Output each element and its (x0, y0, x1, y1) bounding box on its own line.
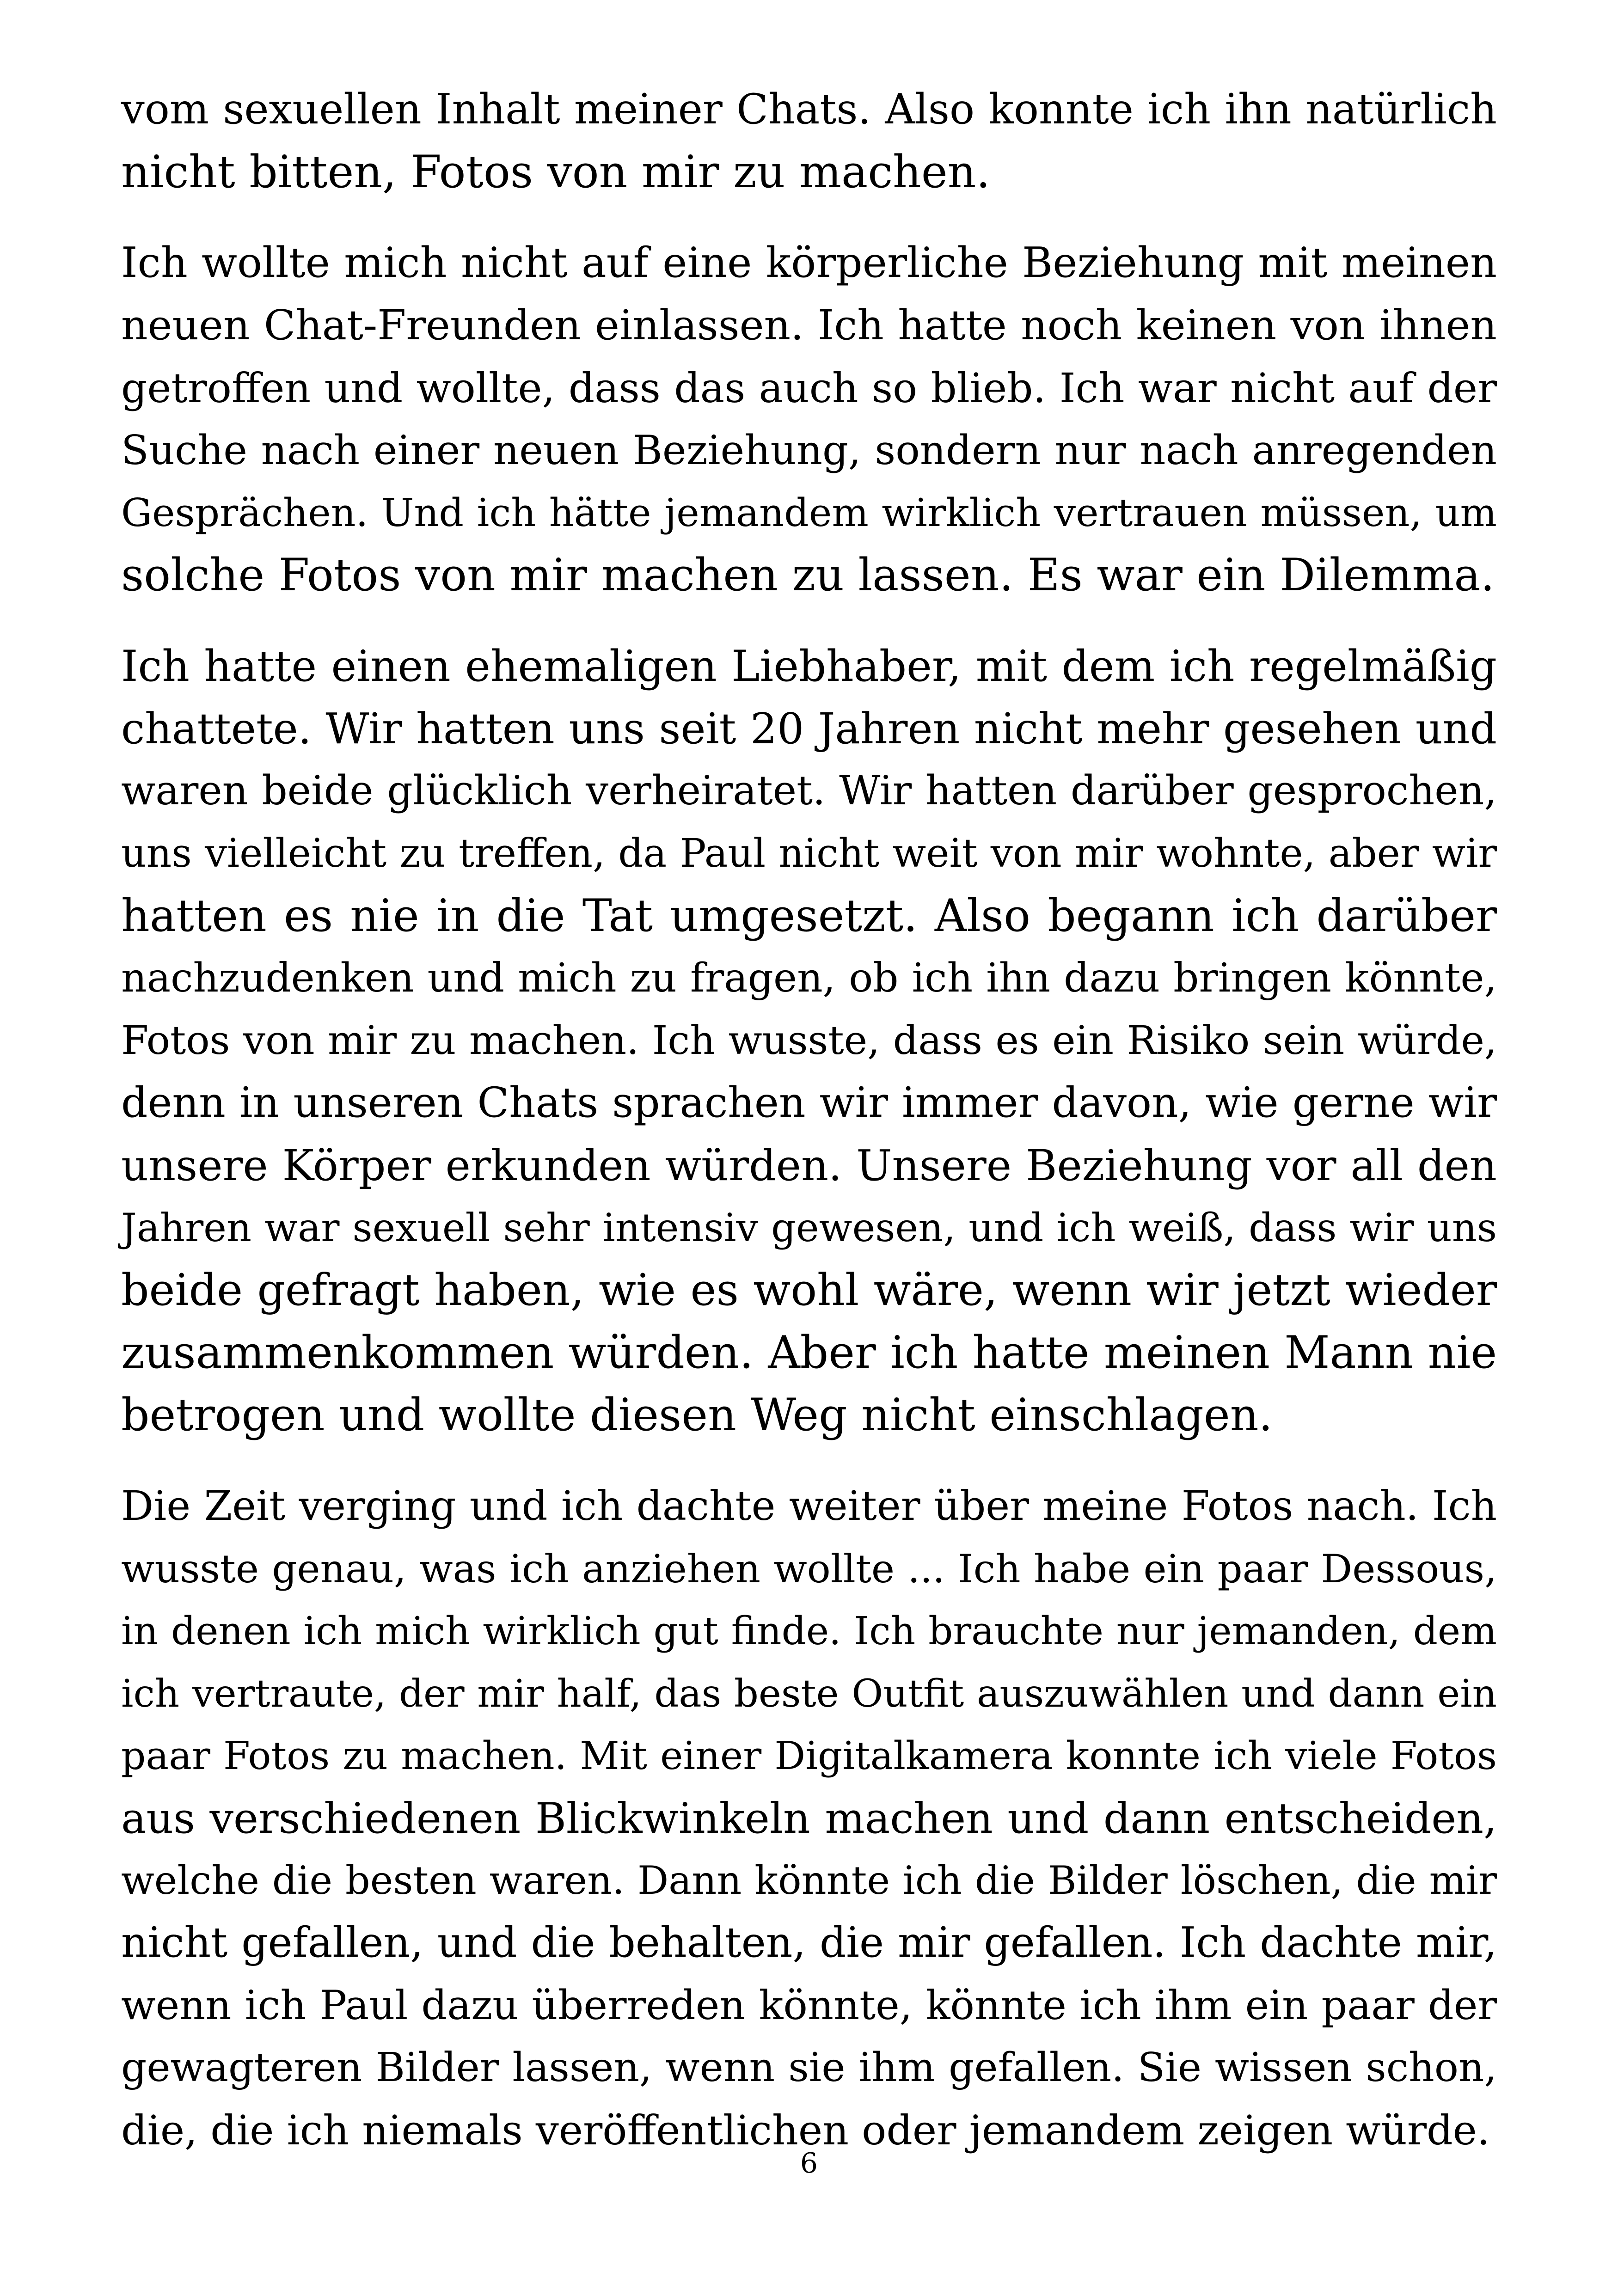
text-line: unsere Körper erkunden würden. Unsere Beziehung vor all den (121, 1141, 1497, 1190)
text-line: Die Zeit verging und ich dachte weiter über meine Fotos nach. Ich (121, 1482, 1497, 1530)
text-line: betrogen und wollte diesen Weg nicht einschlagen. (121, 1389, 1273, 1441)
text-line: die, die ich niemals veröffentlichen oder jemandem zeigen würde. (121, 2106, 1490, 2154)
text-line: aus verschiedenen Blickwinkeln machen und dann entscheiden, (121, 1794, 1497, 1843)
text-line: nicht gefallen, und die behalten, die mir gefallen. Ich dachte mir, (121, 1919, 1497, 1967)
paragraph (121, 232, 1497, 606)
text-line: waren beide glücklich verheiratet. Wir hatten darüber gesprochen, (121, 768, 1497, 814)
text-line: uns vielleicht zu treffen, da Paul nicht weit von mir wohnte, aber wir (121, 831, 1497, 876)
text-line: hatten es nie in die Tat umgesetzt. Also begann ich darüber (121, 890, 1497, 942)
text-line: ich vertraute, der mir half, das beste Outfit auszuwählen und dann ein (121, 1671, 1497, 1716)
text-line: Jahren war sexuell sehr intensiv gewesen, und ich weiß, dass wir uns (121, 1205, 1497, 1250)
text-line: Ich hatte einen ehemaligen Liebhaber, mit dem ich regelmäßig (121, 641, 1497, 691)
text-line: wenn ich Paul dazu überreden könnte, könnte ich ihm ein paar der (121, 1982, 1497, 2029)
text-line: wusste genau, was ich anziehen wollte ... Ich habe ein paar Dessous, (121, 1546, 1497, 1592)
text-line: zusammenkommen würden. Aber ich hatte meinen Mann nie (121, 1327, 1497, 1378)
text-line: beide gefragt haben, wie es wohl wäre, wenn wir jetzt wieder (121, 1265, 1497, 1316)
text-line: nicht bitten, Fotos von mir zu machen. (121, 146, 990, 198)
paragraph (121, 1475, 1497, 2161)
text-line: nachzudenken und mich zu fragen, ob ich ihn dazu bringen könnte, (121, 955, 1497, 1001)
text-line: chattete. Wir hatten uns seit 20 Jahren nicht mehr gesehen und (121, 704, 1497, 753)
text-line: getroffen und wollte, dass das auch so blieb. Ich war nicht auf der (121, 364, 1497, 412)
page-number: 6 (800, 2147, 818, 2180)
text-line: solche Fotos von mir machen zu lassen. Es war ein Dilemma. (121, 549, 1495, 601)
text-line: neuen Chat-Freunden einlassen. Ich hatte noch keinen von ihnen (121, 301, 1497, 349)
text-line: in denen ich mich wirklich gut finde. Ich brauchte nur jemanden, dem (121, 1609, 1497, 1653)
paragraph (121, 79, 1497, 203)
text-line: denn in unseren Chats sprachen wir immer davon, wie gerne wir (121, 1079, 1497, 1127)
paragraph (121, 635, 1497, 1446)
text-line: gewagteren Bilder lassen, wenn sie ihm gefallen. Sie wissen schon, (121, 2045, 1497, 2091)
text-line: Fotos von mir zu machen. Ich wusste, dass es ein Risiko sein würde, (121, 1018, 1497, 1064)
body-text (121, 79, 1497, 2161)
text-line: vom sexuellen Inhalt meiner Chats. Also konnte ich ihn natürlich (121, 86, 1497, 134)
text-line: Ich wollte mich nicht auf eine körperliche Beziehung mit meinen (121, 239, 1497, 287)
text-line: Suche nach einer neuen Beziehung, sondern nur nach anregenden (121, 427, 1497, 474)
text-line: welche die besten waren. Dann könnte ich die Bilder löschen, die mir (121, 1858, 1497, 1903)
text-line: paar Fotos zu machen. Mit einer Digitalkamera konnte ich viele Fotos (121, 1733, 1497, 1778)
text-line: Gesprächen. Und ich hätte jemandem wirklich vertrauen müssen, um (121, 490, 1497, 535)
